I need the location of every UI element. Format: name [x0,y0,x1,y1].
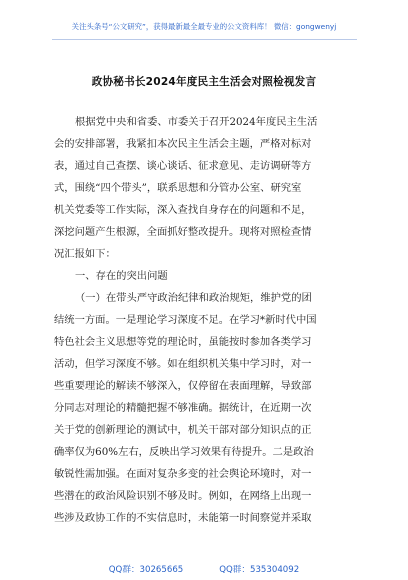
body-line: 况汇报如下： [54,248,116,260]
body-line: 根据党中央和省委、市委关于召开2024年度民主生活 [75,116,318,128]
body-line: 分同志对理论的精髓把握不够准确。据统计，在近期一次 [54,402,312,414]
body-line: 一、存在的突出问题 [75,270,168,282]
body-line: 机关党委等工作实际，深入查找自身存在的问题和不足， [54,204,312,216]
body-line: 敏锐性需加强。在面对复杂多变的社会舆论环境时，对一 [54,468,312,480]
header-divider [52,39,357,40]
body-line: 深挖问题产生根源，全面抓好整改提升。现将对照检查情 [54,226,312,238]
body-line: 确率仅为60%左右，反映出学习效果有待提升。二是政治 [54,446,314,458]
header-banner: 关注头条号“公文研究”，获得最新最全最专业的公文资料库！ 微信：gongwenyj [71,22,337,31]
document-title: 政协秘书长2024年度民主生活会对照检视发言 [91,76,317,88]
footer-qq-group-2: QQ群：535304092 [219,565,300,575]
body-line: 表，通过自己查摆、谈心谈话、征求意见、走访调研等方 [54,160,312,172]
body-line: 些重要理论的解读不够深入，仅停留在表面理解，导致部 [54,380,312,392]
body-line: 结统一方面。一是理论学习深度不足。在学习*新时代中国 [54,314,317,326]
body-line: 关于党的创新理论的测试中，机关干部对部分知识点的正 [54,424,312,436]
footer-banner [0,563,408,575]
body-line: 活动，但学习深度不够。如在组织机关集中学习时，对一 [54,358,312,370]
body-line: 会的安排部署，我紧扣本次民主生活会主题，严格对标对 [54,138,312,150]
footer-qq-group-1: QQ群：30265665 [108,565,184,575]
body-line: 式，围绕“四个带头”，联系思想和分管办公室、研究室 [54,182,302,194]
body-line: （一）在带头严守政治纪律和政治规矩，维护党的团 [75,292,312,304]
body-line: 些潜在的政治风险识别不够及时。例如，在网络上出现一 [54,490,312,502]
document-body [54,111,358,529]
body-line: 特色社会主义思想等党的理论时，虽能按时参加各类学习 [54,336,312,348]
body-line: 些涉及政协工作的不实信息时，未能第一时间察觉并采取 [54,512,312,524]
